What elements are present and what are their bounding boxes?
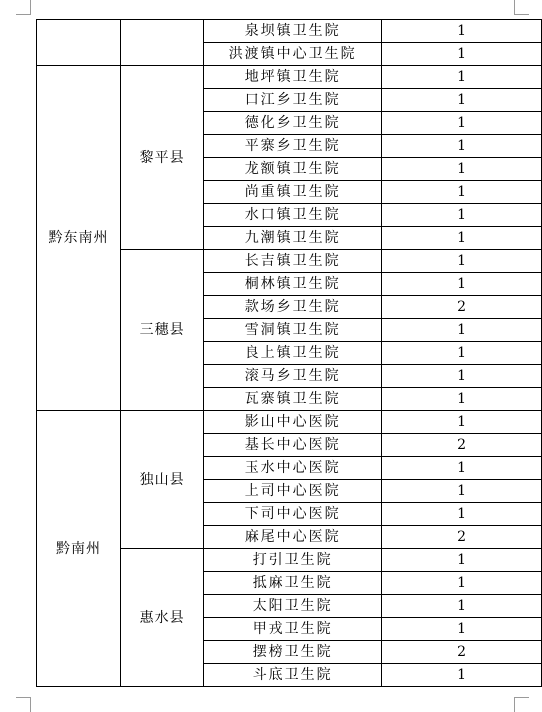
hospital-name-cell: 滚马乡卫生院 bbox=[204, 365, 382, 388]
count-cell: 1 bbox=[382, 595, 542, 618]
count-cell: 1 bbox=[382, 250, 542, 273]
hospital-name-cell: 德化乡卫生院 bbox=[204, 112, 382, 135]
hospital-name-cell: 雪洞镇卫生院 bbox=[204, 319, 382, 342]
hospital-name-cell: 麻尾中心医院 bbox=[204, 526, 382, 549]
count-cell: 1 bbox=[382, 365, 542, 388]
count-cell: 1 bbox=[382, 480, 542, 503]
count-cell: 1 bbox=[382, 618, 542, 641]
hospital-name-cell: 瓦寨镇卫生院 bbox=[204, 388, 382, 411]
county-cell: 独山县 bbox=[121, 411, 204, 549]
crop-mark-top-right bbox=[514, 0, 529, 15]
count-cell: 1 bbox=[382, 503, 542, 526]
count-cell: 1 bbox=[382, 158, 542, 181]
hospital-name-cell: 摆榜卫生院 bbox=[204, 641, 382, 664]
hospital-name-cell: 款场乡卫生院 bbox=[204, 296, 382, 319]
hospital-name-cell: 下司中心医院 bbox=[204, 503, 382, 526]
count-cell: 1 bbox=[382, 204, 542, 227]
count-cell: 1 bbox=[382, 43, 542, 66]
count-cell: 1 bbox=[382, 66, 542, 89]
hospital-name-cell: 良上镇卫生院 bbox=[204, 342, 382, 365]
hospital-allocation-table bbox=[36, 19, 542, 687]
hospital-name-cell: 洪渡镇中心卫生院 bbox=[204, 43, 382, 66]
count-cell: 1 bbox=[382, 342, 542, 365]
hospital-name-cell: 影山中心医院 bbox=[204, 411, 382, 434]
count-cell: 1 bbox=[382, 181, 542, 204]
table-row bbox=[37, 20, 542, 43]
province-cell: 黔东南州 bbox=[37, 66, 121, 411]
hospital-name-cell: 地坪镇卫生院 bbox=[204, 66, 382, 89]
hospital-name-cell: 甲戎卫生院 bbox=[204, 618, 382, 641]
count-cell: 1 bbox=[382, 112, 542, 135]
table-row bbox=[37, 411, 542, 434]
count-cell: 2 bbox=[382, 434, 542, 457]
count-cell: 1 bbox=[382, 572, 542, 595]
table-row bbox=[37, 66, 542, 89]
count-cell: 2 bbox=[382, 526, 542, 549]
hospital-name-cell: 基长中心医院 bbox=[204, 434, 382, 457]
province-cell: 黔南州 bbox=[37, 411, 121, 687]
count-cell: 2 bbox=[382, 296, 542, 319]
crop-mark-bottom-left bbox=[16, 697, 31, 712]
province-cell bbox=[37, 20, 121, 66]
crop-mark-bottom-right bbox=[514, 697, 529, 712]
county-cell bbox=[121, 20, 204, 66]
count-cell: 1 bbox=[382, 89, 542, 112]
hospital-name-cell: 泉坝镇卫生院 bbox=[204, 20, 382, 43]
count-cell: 1 bbox=[382, 273, 542, 296]
hospital-name-cell: 桐林镇卫生院 bbox=[204, 273, 382, 296]
county-cell: 惠水县 bbox=[121, 549, 204, 687]
hospital-name-cell: 玉水中心医院 bbox=[204, 457, 382, 480]
count-cell: 1 bbox=[382, 549, 542, 572]
hospital-name-cell: 龙额镇卫生院 bbox=[204, 158, 382, 181]
hospital-name-cell: 九潮镇卫生院 bbox=[204, 227, 382, 250]
hospital-name-cell: 太阳卫生院 bbox=[204, 595, 382, 618]
count-cell: 1 bbox=[382, 411, 542, 434]
count-cell: 1 bbox=[382, 227, 542, 250]
hospital-name-cell: 口江乡卫生院 bbox=[204, 89, 382, 112]
hospital-name-cell: 上司中心医院 bbox=[204, 480, 382, 503]
crop-mark-top-left bbox=[16, 0, 31, 15]
hospital-name-cell: 打引卫生院 bbox=[204, 549, 382, 572]
county-cell: 三穗县 bbox=[121, 250, 204, 411]
count-cell: 1 bbox=[382, 457, 542, 480]
hospital-name-cell: 抵麻卫生院 bbox=[204, 572, 382, 595]
hospital-name-cell: 水口镇卫生院 bbox=[204, 204, 382, 227]
count-cell: 1 bbox=[382, 388, 542, 411]
hospital-name-cell: 长吉镇卫生院 bbox=[204, 250, 382, 273]
count-cell: 1 bbox=[382, 664, 542, 687]
table-body bbox=[37, 20, 542, 687]
hospital-name-cell: 尚重镇卫生院 bbox=[204, 181, 382, 204]
count-cell: 1 bbox=[382, 20, 542, 43]
count-cell: 1 bbox=[382, 135, 542, 158]
count-cell: 2 bbox=[382, 641, 542, 664]
count-cell: 1 bbox=[382, 319, 542, 342]
hospital-name-cell: 斗底卫生院 bbox=[204, 664, 382, 687]
county-cell: 黎平县 bbox=[121, 66, 204, 250]
hospital-name-cell: 平寨乡卫生院 bbox=[204, 135, 382, 158]
